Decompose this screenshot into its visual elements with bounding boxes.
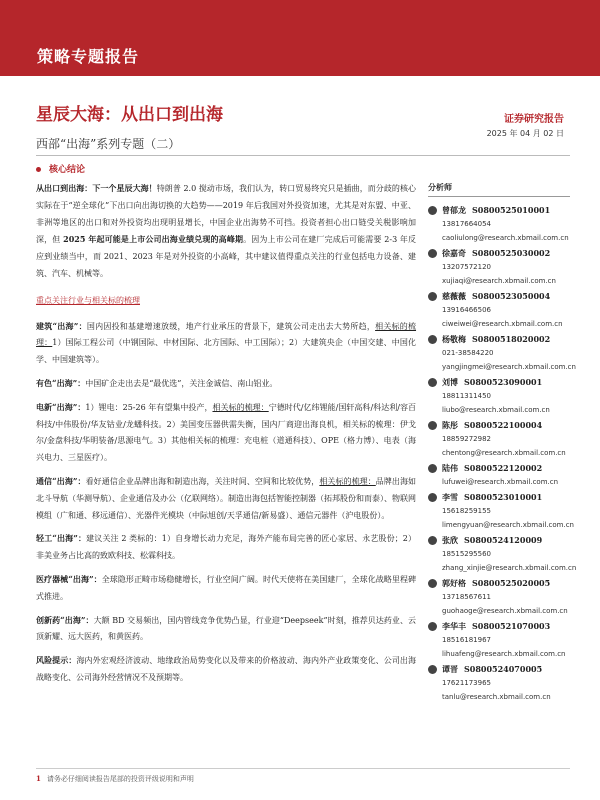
disclaimer: 请务必仔细阅读报告尾部的投资评级说明和声明: [46, 775, 194, 783]
analyst-email[interactable]: yangjingmei@research.xbmail.com.cn: [442, 363, 576, 371]
analyst-entry: 谭晋 S0800524070005 17621173965 tanlu@research.xbmail.com.cn: [428, 662, 570, 704]
analyst-phone: 13916466506: [442, 306, 491, 314]
list-item: 通信“出海”：看好通信企业品牌出海和制造出海，关注时间、空间和比较优势，相关标的梳理：品牌出海如北斗导航（华测导航）、企业通信及办公（亿联网络）。制造出海包括智能控制器（拓邦股份和而泰）、物联网模组（广和通、移远通信）、光器件光模块（中际旭创/天孚通信/新易盛）、通信元器件（沪电股份）。: [36, 475, 417, 520]
analyst-entry: 张欣 S0800524120009 18515295560 zhang_xinjie@research.xbmail.com.cn: [428, 533, 570, 575]
person-icon: [428, 622, 437, 631]
analyst-email[interactable]: ciweiwei@research.xbmail.com.cn: [442, 320, 563, 328]
analyst-phone: 15618259155: [442, 507, 491, 515]
footer-divider: [36, 768, 570, 769]
person-icon: [428, 378, 437, 387]
report-title: 星辰大海：从出口到出海: [36, 105, 223, 125]
research-label: 证券研究报告: [504, 114, 564, 125]
analyst-email[interactable]: lihuafeng@research.xbmail.com.cn: [442, 650, 566, 658]
analyst-email[interactable]: xujiaqi@research.xbmail.com.cn: [442, 277, 556, 285]
analyst-email[interactable]: chentong@research.xbmail.com.cn: [442, 449, 566, 457]
section-heading: 重点关注行业与相关标的梳理: [36, 295, 140, 305]
analyst-entry: 杨敬梅 S0800518020002 021-38584220 yangjingmei@research.xbmail.com.cn: [428, 332, 570, 374]
analyst-email[interactable]: guohaoge@research.xbmail.com.cn: [442, 607, 568, 615]
analyst-email[interactable]: lufuwei@research.xbmail.com.cn: [442, 478, 559, 486]
person-icon: [428, 335, 437, 344]
list-item: 有色“出海”：中国矿企走出去是“最优选”，关注金诚信、南山铝业。: [36, 377, 278, 388]
person-icon: [428, 249, 437, 258]
analyst-list: [428, 203, 577, 704]
person-icon: [428, 665, 437, 674]
person-icon: [428, 206, 437, 215]
person-icon: [428, 493, 437, 502]
analyst-entry: 刘博 S0800523090001 18811311450 liubo@research.xbmail.com.cn: [428, 375, 570, 417]
analyst-heading: 分析师: [428, 180, 570, 197]
list-item: 电新“出海”：1）锂电：25-26 年有望集中投产，相关标的梳理：宁德时代/亿纬锂能/国轩高科/科达利/容百科技/中伟股份/华友钴业/龙蟠科技。2）美国变压器供需失衡，国内厂商迎出海良机，相关标的梳理：伊戈尔/金盘科技/华明装备/思源电气。3）其他相关标的梳理：充电桩（道通科技）、OPE（格力博）、电表（海兴电力、三星医疗）。: [36, 401, 417, 463]
page-number: 1: [36, 774, 41, 783]
report-date: 2025 年 04 月 02 日: [486, 129, 564, 138]
analyst-entry: 陆伟 S0800522120002 lufuwei@research.xbmail.com.cn: [428, 461, 570, 489]
analyst-phone: 18811311450: [442, 392, 491, 400]
analyst-entry: 李华丰 S0800521070003 18516181967 lihuafeng@research.xbmail.com.cn: [428, 619, 570, 661]
band-title: 策略专题报告: [37, 47, 140, 66]
list-item: 建筑“出海”：国内因投和基建增速放缓，地产行业承压的背景下，建筑公司走出去大势所趋，相关标的梳理：1）国际工程公司（中钢国际、中材国际、北方国际、中工国际）；2）大建筑央企（中国交建、中国化学、中国建筑等）。: [36, 320, 417, 365]
analyst-phone: 13817664054: [442, 220, 491, 228]
analyst-entry: 徐嘉奇 S0800525030002 13207572120 xujiaqi@research.xbmail.com.cn: [428, 246, 570, 288]
person-icon: [428, 292, 437, 301]
person-icon: [428, 579, 437, 588]
footer: [36, 774, 194, 784]
analyst-email[interactable]: liubo@research.xbmail.com.cn: [442, 406, 550, 414]
analyst-email[interactable]: caoliulong@research.xbmail.com.cn: [442, 234, 569, 242]
analyst-phone: 18516181967: [442, 636, 491, 644]
analyst-sidebar: [428, 180, 577, 705]
analyst-entry: 慈薇薇 S0800523050004 13916466506 ciweiwei@research.xbmail.com.cn: [428, 289, 570, 331]
bullet-icon: [36, 167, 41, 172]
analyst-phone: 13207572120: [442, 263, 491, 271]
person-icon: [428, 464, 437, 473]
person-icon: [428, 421, 437, 430]
core-heading: 核心结论: [36, 162, 85, 175]
analyst-entry: 曾郁龙 S0800525010001 13817664054 caoliulong@research.xbmail.com.cn: [428, 203, 570, 245]
analyst-phone: 13718567611: [442, 593, 491, 601]
person-icon: [428, 536, 437, 545]
list-item: 轻工“出海”：建议关注 2 类标的：1）自身增长动力充足，海外产能布局完善的匠心家居、永艺股份；2）非美业务占比高的致欧科技、松霖科技。: [36, 533, 417, 561]
title-divider: [36, 155, 570, 156]
analyst-email[interactable]: tanlu@research.xbmail.com.cn: [442, 693, 551, 701]
analyst-phone: 18515295560: [442, 550, 491, 558]
analyst-entry: 陈彤 S0800522100004 18859272982 chentong@research.xbmail.com.cn: [428, 418, 570, 460]
main-content: [36, 180, 416, 693]
analyst-phone: 18859272982: [442, 435, 491, 443]
intro-paragraph: 从出口到出海：下一个星辰大海！特朗普 2.0 搅动市场，我们认为，转口贸易终究只是插曲，而分歧的核心实际在于“逆全球化”下出口向出海切换的大趋势——2019 年后我国对外投资加速，尤其是对东盟、中亚、非洲等地区的出口和对外投资均出现明显增长，中国企业出海势不可挡。投资者担心出口链受关税影响加深，但 2025 年起可能是上市公司出海业绩兑现的高峰期。因为上市公司在建厂完成后可能需要 2-3 年反应到业绩当中，而 2021、2023 年是对外投资的小高峰，其中建议值得重点关注的行业包括电力设备、建筑、汽车、机械等。: [36, 183, 416, 278]
analyst-phone: 17621173965: [442, 679, 491, 687]
analyst-email[interactable]: zhang_xinjie@research.xbmail.com.cn: [442, 564, 577, 572]
list-item: 创新药“出海”：大额 BD 交易频出，国内管线竞争优势凸显，行业迎“Deepseek”时刻，推荐贝达药业、云顶新耀、远大医药，和黄医药。: [36, 614, 417, 642]
report-subtitle: 西部“出海”系列专题（二）: [36, 137, 181, 151]
analyst-entry: 郭好格 S0800525020005 13718567611 guohaoge@research.xbmail.com.cn: [428, 576, 570, 618]
analyst-phone: 021-38584220: [442, 349, 494, 357]
list-item: 风险提示：海内外宏观经济波动、地缘政治局势变化以及带来的价格波动、海内外产业政策变化、公司出海战略变化、公司海外经营情况不及预期等。: [36, 655, 416, 682]
analyst-email[interactable]: limengyuan@research.xbmail.com.cn: [442, 521, 574, 529]
list-item: 医疗器械“出海”：全球隐形正畸市场稳健增长，行业空间广阔。时代天使将在美国建厂，全球化战略里程碑式推进。: [36, 573, 417, 601]
industry-list: [36, 318, 416, 687]
analyst-entry: 李雪 S0800523010001 15618259155 limengyuan@research.xbmail.com.cn: [428, 490, 570, 532]
